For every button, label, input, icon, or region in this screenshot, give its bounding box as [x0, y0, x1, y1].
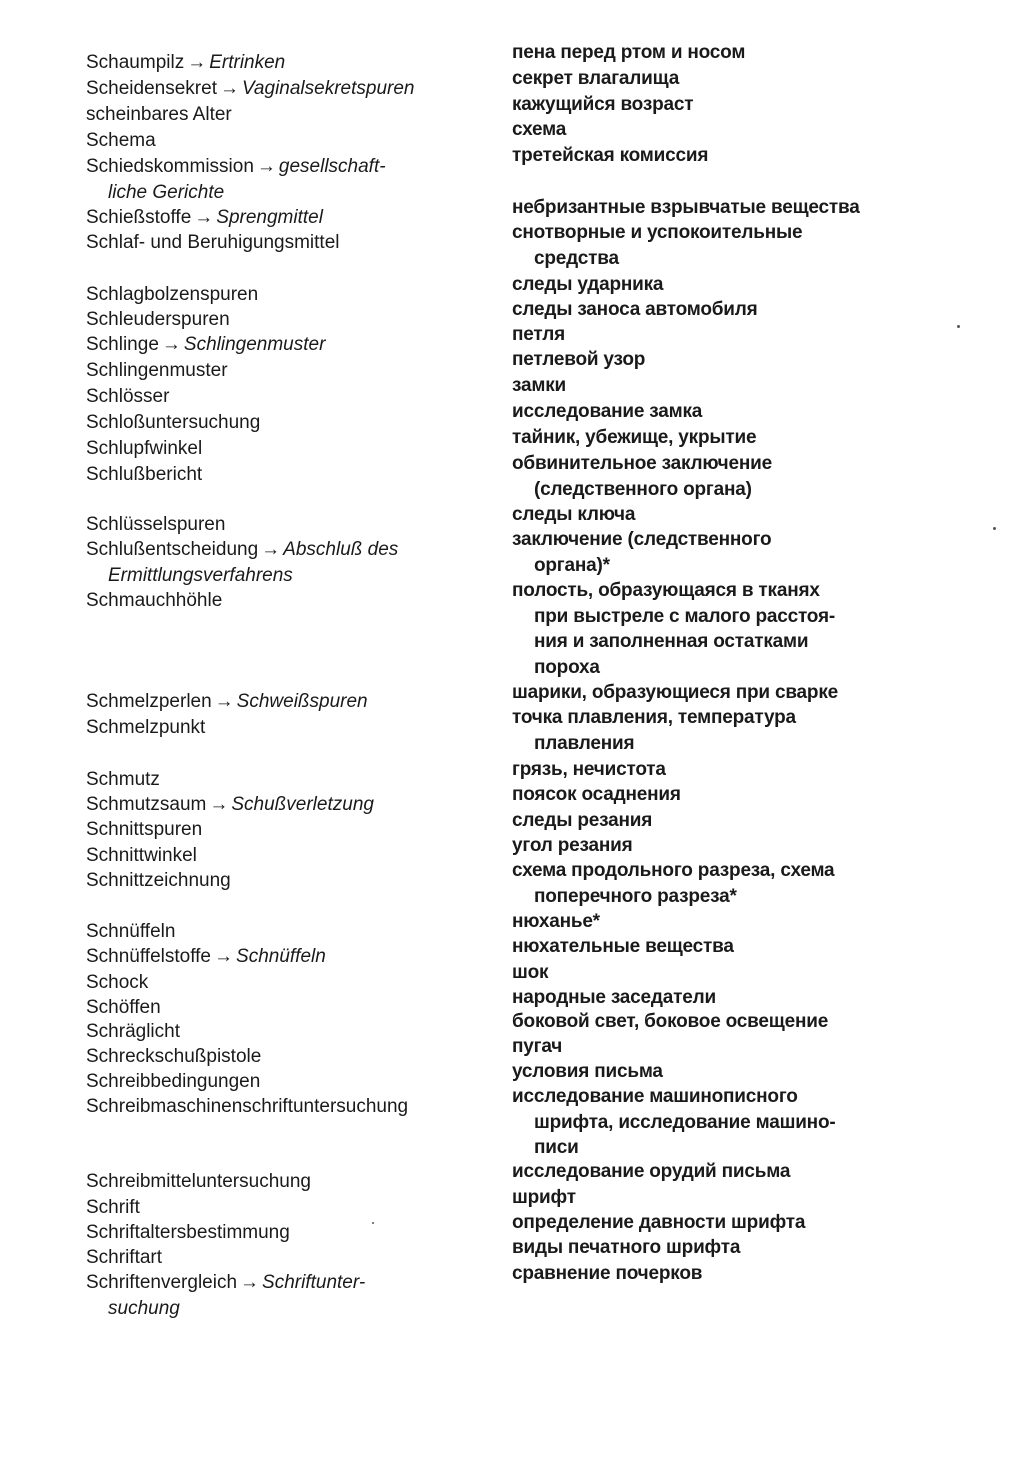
- cross-reference-continuation: liche Gerichte: [108, 181, 225, 203]
- translation-continuation: органа)*: [534, 554, 610, 576]
- term-text: Schlingenmuster: [86, 360, 228, 381]
- entry-term: [86, 332, 486, 358]
- term-text: Schreibmitteluntersuchung: [86, 1171, 311, 1192]
- entry-translation: [512, 757, 992, 783]
- translation-text: небризантные взрывчатые вещества: [512, 197, 860, 218]
- term-text: Schmelzpunkt: [86, 717, 206, 738]
- translation-text: точка плавления, температура: [512, 707, 796, 728]
- cross-reference: gesellschaft-: [278, 156, 386, 177]
- translation-text: нюханье*: [512, 911, 600, 932]
- term-line: [86, 868, 486, 894]
- entry-translation: [512, 347, 992, 373]
- entry-term: [86, 1220, 486, 1246]
- translation-text: заключение (следственного: [512, 529, 772, 550]
- term-line: [86, 384, 486, 410]
- translation-continuation: шрифта, исследование машино-: [534, 1111, 836, 1133]
- term-line: [86, 1195, 486, 1221]
- translation-text: пугач: [512, 1036, 563, 1057]
- translation-text: схема продольного разреза, схема: [512, 860, 835, 881]
- translation-text: народные заседатели: [512, 987, 716, 1008]
- entry-translation: [512, 451, 992, 502]
- entry-translation: [512, 322, 992, 348]
- entry-translation: [512, 220, 992, 271]
- term-text: Schmutzsaum: [86, 794, 207, 815]
- cross-reference-continuation: Ermittlungsverfahrens: [108, 564, 293, 586]
- term-line: [86, 1094, 486, 1120]
- entry-term: [86, 102, 486, 128]
- translation-text: шарики, образующиеся при сварке: [512, 682, 838, 703]
- translation-text: замки: [512, 375, 567, 396]
- entry-translation: [512, 1235, 992, 1261]
- term-text: Schaumpilz: [86, 52, 185, 73]
- entry-translation: [512, 373, 992, 399]
- entry-translation: [512, 808, 992, 834]
- term-line: [86, 205, 486, 231]
- translation-text: поясок осаднения: [512, 784, 681, 805]
- term-text: Schöffen: [86, 997, 161, 1018]
- term-text: Schlaf- und Beruhigungsmittel: [86, 232, 340, 253]
- term-line: [86, 1169, 486, 1195]
- entry-translation: [512, 1059, 992, 1085]
- entry-translation: [512, 297, 992, 323]
- term-text: Schriftenvergleich: [86, 1272, 238, 1293]
- cross-reference: Sprengmittel: [216, 207, 323, 228]
- term-line: [86, 358, 486, 384]
- term-text: Schriftart: [86, 1247, 163, 1268]
- entry-term: [86, 50, 486, 76]
- term-text: Schräglicht: [86, 1021, 180, 1042]
- term-text: Schießstoffe: [86, 207, 192, 228]
- term-line: [86, 715, 486, 741]
- entry-translation: [512, 985, 992, 1011]
- term-line: [86, 995, 486, 1021]
- translation-text: угол резания: [512, 835, 633, 856]
- term-text: Schlußentscheidung: [86, 539, 259, 560]
- entry-term: [86, 843, 486, 869]
- term-line: [86, 1270, 486, 1296]
- term-line: [86, 436, 486, 462]
- term-line: [86, 102, 486, 128]
- translation-text: следы заноса автомобиля: [512, 299, 758, 320]
- term-text: Schema: [86, 130, 156, 151]
- scan-speck: [957, 325, 960, 328]
- translation-continuation: ния и заполненная остатками: [534, 631, 809, 652]
- term-text: Schlösser: [86, 386, 170, 407]
- term-text: Schloßuntersuchung: [86, 412, 261, 433]
- entry-term: [86, 715, 486, 741]
- translation-text: тайник, убежище, укрытие: [512, 427, 757, 448]
- translation-text: обвинительное заключение: [512, 453, 773, 474]
- translation-text: шок: [512, 962, 549, 983]
- entry-term: [86, 1195, 486, 1221]
- cross-reference: Schußverletzung: [231, 794, 374, 815]
- entry-term: [86, 792, 486, 818]
- term-text: Schnittwinkel: [86, 845, 197, 866]
- term-line: [86, 919, 486, 945]
- translation-text: секрет влагалища: [512, 68, 680, 89]
- cross-reference: Ertrinken: [209, 52, 286, 73]
- entry-term: [86, 1169, 486, 1195]
- term-text: Schnüffelstoffe: [86, 946, 212, 967]
- term-text: Schreibmaschinenschriftuntersuchung: [86, 1096, 409, 1117]
- entry-translation: [512, 66, 992, 92]
- translation-continuation: средства: [534, 247, 619, 269]
- translation-continuation: (следственного органа): [534, 478, 752, 500]
- entry-term: [86, 282, 486, 308]
- arrow-icon: →: [214, 691, 234, 712]
- entry-translation: [512, 143, 992, 169]
- translation-continuation: пороха: [534, 656, 600, 678]
- term-text: Schnittzeichnung: [86, 870, 231, 891]
- scan-speck: [993, 527, 996, 530]
- entry-translation: [512, 399, 992, 425]
- entry-term: [86, 1245, 486, 1271]
- term-line: [86, 462, 486, 488]
- entry-translation: [512, 1159, 992, 1185]
- term-line: [86, 1245, 486, 1271]
- translation-text: виды печатного шрифта: [512, 1237, 741, 1258]
- term-text: Schriftaltersbestimmung: [86, 1222, 290, 1243]
- term-text: Schock: [86, 972, 149, 993]
- arrow-icon: →: [240, 1272, 260, 1293]
- entry-term: [86, 1270, 486, 1321]
- entry-term: [86, 537, 486, 588]
- entry-term: [86, 307, 486, 333]
- translation-text: следы резания: [512, 810, 653, 831]
- translation-text: грязь, нечистота: [512, 759, 666, 780]
- translation-text: условия письма: [512, 1061, 663, 1082]
- cross-reference: Abschluß des: [283, 539, 399, 560]
- entry-term: [86, 230, 486, 256]
- translation-text: исследование машинописного: [512, 1086, 798, 1107]
- entry-term: [86, 689, 486, 715]
- entry-translation: [512, 680, 992, 706]
- term-text: Schlüsselspuren: [86, 514, 226, 535]
- cross-reference: Schriftunter-: [262, 1272, 366, 1293]
- entry-term: [86, 767, 486, 793]
- arrow-icon: →: [161, 334, 181, 355]
- entry-term: [86, 944, 486, 970]
- translation-continuation: поперечного разреза*: [534, 885, 737, 907]
- term-line: [86, 512, 486, 538]
- term-line: [86, 154, 486, 180]
- term-line: [86, 282, 486, 308]
- term-line: [86, 537, 486, 563]
- translation-text: петлевой узор: [512, 349, 646, 370]
- entry-term: [86, 358, 486, 384]
- entry-translation: [512, 425, 992, 451]
- term-line: [86, 230, 486, 256]
- entry-term: [86, 1044, 486, 1070]
- term-text: Scheidensekret: [86, 78, 217, 99]
- term-text: Schrift: [86, 1197, 140, 1218]
- entry-term: [86, 128, 486, 154]
- entry-translation: [512, 1034, 992, 1060]
- term-line: [86, 588, 486, 614]
- entry-term: [86, 588, 486, 614]
- entry-translation: [512, 858, 992, 909]
- term-line: [86, 76, 486, 102]
- cross-reference: Vaginalsekretspuren: [241, 78, 415, 99]
- translation-continuation: писи: [534, 1137, 579, 1158]
- cross-reference: Schweißspuren: [236, 691, 368, 712]
- entry-term: [86, 205, 486, 231]
- translation-text: боковой свет, боковое освещение: [512, 1011, 829, 1032]
- term-text: Schmutz: [86, 769, 160, 790]
- term-text: Schreibbedingungen: [86, 1071, 261, 1092]
- entry-term: [86, 970, 486, 996]
- entry-term: [86, 995, 486, 1021]
- term-text: Schiedskommission: [86, 156, 254, 177]
- translation-text: третейская комиссия: [512, 145, 709, 166]
- entry-translation: [512, 782, 992, 808]
- term-line: [86, 689, 486, 715]
- term-text: Schlußbericht: [86, 464, 203, 485]
- entry-translation: [512, 195, 992, 221]
- translation-text: следы ударника: [512, 274, 664, 295]
- entry-term: [86, 384, 486, 410]
- entry-term: [86, 512, 486, 538]
- entry-term: [86, 436, 486, 462]
- entry-term: [86, 1019, 486, 1045]
- entry-translation: [512, 1210, 992, 1236]
- term-line: [86, 1019, 486, 1045]
- entry-translation: [512, 934, 992, 960]
- translation-continuation: при выстреле с малого расстоя-: [534, 605, 835, 627]
- entry-translation: [512, 578, 992, 680]
- term-line: [86, 1069, 486, 1095]
- scan-speck: [372, 1222, 374, 1224]
- entry-term: [86, 76, 486, 102]
- term-line: [86, 792, 486, 818]
- entry-translation: [512, 117, 992, 143]
- arrow-icon: →: [209, 794, 229, 815]
- entry-term: [86, 154, 486, 205]
- entry-term: [86, 919, 486, 945]
- translation-text: пена перед ртом и носом: [512, 42, 746, 63]
- arrow-icon: →: [214, 946, 234, 967]
- entry-translation: [512, 40, 992, 66]
- translation-text: полость, образующаяся в тканях: [512, 580, 820, 601]
- entry-translation: [512, 1084, 992, 1161]
- entry-translation: [512, 909, 992, 935]
- term-line: [86, 1220, 486, 1246]
- cross-reference-continuation: suchung: [108, 1297, 180, 1319]
- term-line: [86, 817, 486, 843]
- entry-term: [86, 462, 486, 488]
- term-text: Schleuderspuren: [86, 309, 230, 330]
- entry-translation: [512, 1009, 992, 1035]
- entry-translation: [512, 527, 992, 578]
- term-line: [86, 970, 486, 996]
- translation-text: кажущийся возраст: [512, 94, 694, 115]
- term-text: Schmelzperlen: [86, 691, 212, 712]
- entry-translation: [512, 705, 992, 756]
- entry-translation: [512, 1185, 992, 1211]
- entry-translation: [512, 960, 992, 986]
- translation-text: петля: [512, 324, 566, 345]
- term-line: [86, 1044, 486, 1070]
- translation-text: шрифт: [512, 1187, 576, 1208]
- term-text: Schnittspuren: [86, 819, 203, 840]
- entry-term: [86, 410, 486, 436]
- translation-text: сравнение почерков: [512, 1263, 703, 1284]
- term-text: scheinbares Alter: [86, 104, 232, 125]
- translation-text: схема: [512, 119, 567, 140]
- term-line: [86, 332, 486, 358]
- entry-term: [86, 1094, 486, 1120]
- term-line: [86, 128, 486, 154]
- arrow-icon: →: [219, 78, 239, 99]
- entry-translation: [512, 502, 992, 528]
- term-text: Schnüffeln: [86, 921, 176, 942]
- term-text: Schmauchhöhle: [86, 590, 223, 611]
- term-text: Schreckschußpistole: [86, 1046, 262, 1067]
- entry-term: [86, 1069, 486, 1095]
- translation-text: нюхательные вещества: [512, 936, 734, 957]
- translation-text: следы ключа: [512, 504, 636, 525]
- entry-term: [86, 868, 486, 894]
- term-line: [86, 843, 486, 869]
- arrow-icon: →: [256, 156, 276, 177]
- translation-continuation: плавления: [534, 732, 635, 754]
- term-line: [86, 50, 486, 76]
- term-text: Schlupfwinkel: [86, 438, 203, 459]
- term-line: [86, 767, 486, 793]
- arrow-icon: →: [194, 207, 214, 228]
- arrow-icon: →: [261, 539, 281, 560]
- arrow-icon: →: [187, 52, 207, 73]
- translation-text: определение давности шрифта: [512, 1212, 806, 1233]
- translation-text: снотворные и успокоительные: [512, 222, 803, 243]
- cross-reference: Schnüffeln: [236, 946, 326, 967]
- entry-translation: [512, 1261, 992, 1287]
- cross-reference: Schlingenmuster: [183, 334, 326, 355]
- entry-translation: [512, 833, 992, 859]
- translation-text: исследование орудий письма: [512, 1161, 791, 1182]
- entry-translation: [512, 92, 992, 118]
- entry-term: [86, 817, 486, 843]
- term-line: [86, 307, 486, 333]
- entry-translation: [512, 272, 992, 298]
- term-text: Schlagbolzenspuren: [86, 284, 259, 305]
- term-line: [86, 944, 486, 970]
- term-text: Schlinge: [86, 334, 159, 355]
- translation-text: исследование замка: [512, 401, 703, 422]
- term-line: [86, 410, 486, 436]
